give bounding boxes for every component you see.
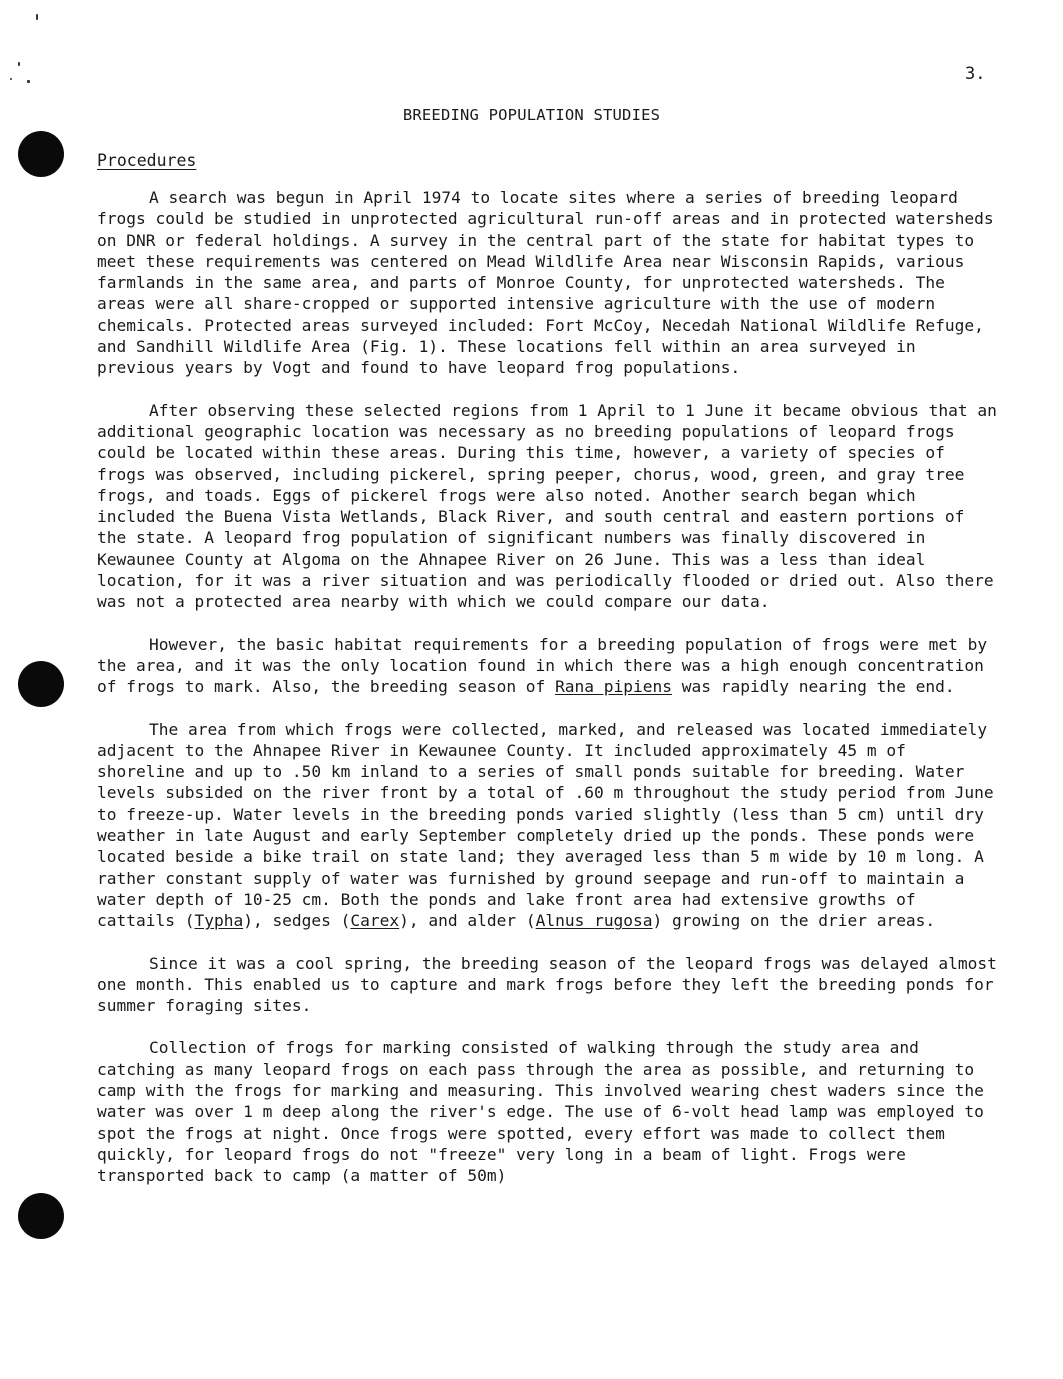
scan-speck [10, 78, 12, 80]
text-segment: ) growing on the drier areas. [652, 911, 936, 931]
punch-hole-middle [18, 661, 64, 707]
paragraph [97, 634, 1002, 698]
text-segment: ), and alder ( [399, 911, 536, 931]
punch-hole-top [18, 131, 64, 177]
scan-speck [36, 14, 38, 20]
text-segment: Collection of frogs for marking consisted of walking through the study area and catching as many leopard frogs on each pass through the area as possible, and returning to camp with the frogs for marking and measuring. This involved wearing chest waders since the water was over 1 m deep along the river's edge. The use of 6-volt head lamp was employed to spot the frogs at night. Once frogs were spotted, every effort was made to collect them quickly, for leopard frogs do not "freeze" very long in a beam of light. Frogs were transported back to camp (a matter of 50m) [97, 1038, 984, 1186]
section-heading: Procedures [97, 151, 197, 170]
underlined-term: Carex [350, 911, 400, 931]
paragraph [97, 1037, 1002, 1186]
text-segment: However, the basic habitat requirements for a breeding population of frogs were met by the area, and it was the only location found in which there was a high enough concentration of frogs to mark. Also, the breeding season of [97, 634, 988, 697]
text-segment: Since it was a cool spring, the breeding season of the leopard frogs was delayed almost one month. This enabled us to capture and mark frogs before they left the breeding ponds for summer foraging sites. [97, 953, 997, 1016]
paragraph [97, 187, 1002, 379]
underlined-term: Typha [194, 911, 244, 931]
text-segment: A search was begun in April 1974 to locate sites where a series of breeding leopard frogs could be studied in unprotected agricultural run-off areas and in protected watersheds on DNR or federal holdings. A survey in the central part of the state for habitat types to meet these requirements was centered on Mead Wildlife Area near Wisconsin Rapids, various farmlands in the same area, and parts of Monroe County, for unprotected watersheds. The areas were all share-cropped or supported intensive agriculture with the use of modern chemicals. Protected areas surveyed included: Fort McCoy, Necedah National Wildlife Refuge, and Sandhill Wildlife Area (Fig. 1). These locations fell within an area surveyed in previous years by Vogt and found to have leopard frog populations. [97, 188, 994, 378]
underlined-term: Alnus rugosa [535, 911, 653, 931]
punch-hole-bottom [18, 1193, 64, 1239]
page-number: 3. [965, 64, 986, 84]
paragraph [97, 953, 1002, 1017]
paragraph [97, 719, 1002, 932]
scan-speck [27, 80, 30, 83]
text-segment: The area from which frogs were collected, marked, and released was located immediately adjacent to the Ahnapee River in Kewaunee County. It included approximately 45 m of shoreline and up to .50 km inland to a series of small ponds suitable for breeding. Water levels subsided on the river front by a total of .60 m throughout the study period from June to freeze-up. Water levels in the breeding ponds varied slightly (less than 5 cm) until dry weather in late August and early September completely dried up the ponds. These ponds were located beside a bike trail on state land; they averaged less than 5 m wide by 10 m long. A rather constant supply of water was furnished by ground seepage and run-off to maintain a water depth of 10-25 cm. Both the ponds and lake front area had extensive growths of cattails ( [97, 719, 994, 931]
text-segment: was rapidly nearing the end. [672, 677, 955, 697]
page-title: BREEDING POPULATION STUDIES [402, 106, 661, 124]
paragraph [97, 400, 1002, 613]
scan-speck [18, 62, 20, 66]
body-text [97, 187, 1002, 1207]
underlined-term: Rana pipiens [555, 677, 673, 697]
text-segment: ), sedges ( [243, 911, 351, 931]
text-segment: After observing these selected regions from 1 April to 1 June it became obvious that an additional geographic location was necessary as no breeding populations of leopard frogs could be located within these areas. During this time, however, a variety of species of frogs was observed, including pickerel, spring peeper, chorus, wood, green, and gray tree frogs, and toads. Eggs of pickerel frogs were also noted. Another search began which included the Buena Vista Wetlands, Black River, and south central and eastern portions of the state. A leopard frog population of significant numbers was finally discovered in Kewaunee County at Algoma on the Ahnapee River on 26 June. This was a less than ideal location, for it was a river situation and was periodically flooded or dried out. Also there was not a protected area nearby with which we could compare our data. [97, 400, 997, 612]
